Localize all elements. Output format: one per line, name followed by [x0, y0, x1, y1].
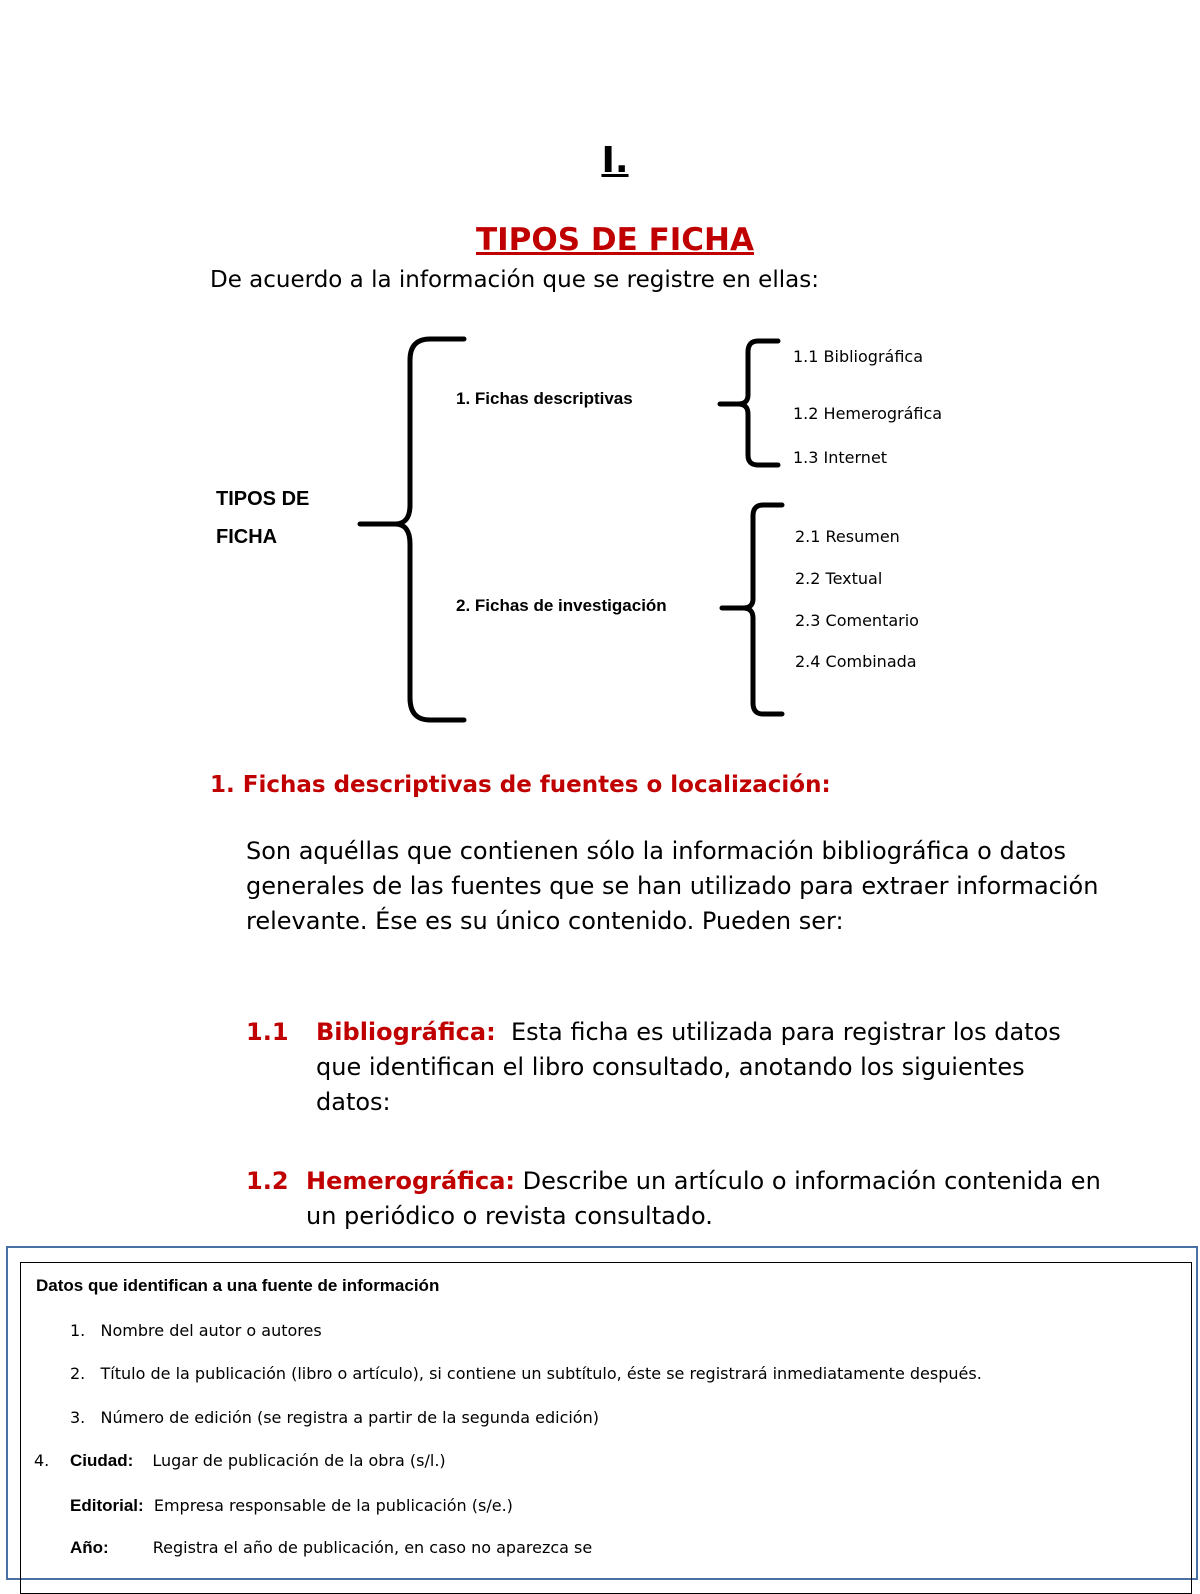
item-number: 1.1	[246, 1018, 289, 1046]
diagram-item: 1.3 Internet	[793, 448, 888, 467]
item-label: Hemerográfica:	[306, 1167, 515, 1195]
diagram-category-investigacion: 2. Fichas de investigación	[456, 596, 667, 615]
diagram-item: 1.2 Hemerográfica	[793, 404, 943, 423]
info-field-editorial: Editorial: Empresa responsable de la publicación (s/e.)	[70, 1496, 513, 1515]
diagram-root: TIPOS DE FICHA	[216, 488, 310, 548]
info-box-title: Datos que identifican a una fuente de información	[36, 1276, 440, 1295]
section-numeral: I.	[601, 140, 629, 181]
intro-text: De acuerdo a la información que se registre en ellas:	[210, 267, 819, 293]
classification-diagram	[0, 0, 1200, 760]
info-row: 1. Nombre del autor o autores	[70, 1321, 322, 1340]
diagram-item: 2.4 Combinada	[795, 652, 917, 671]
info-field-ciudad: 4. Ciudad: Lugar de publicación de la obra (s/l.)	[34, 1451, 446, 1470]
diagram-item: 2.1 Resumen	[795, 527, 900, 546]
item-text: Describe un artículo o información contenida en un periódico o revista consultado.	[306, 1167, 1101, 1230]
section-paragraph: Son aquéllas que contienen sólo la información bibliográfica o datos generales de las fuentes que se han utilizado para extraer información relevante. Ése es su único contenido. Pueden ser:	[246, 837, 1099, 935]
info-field-anio: Año: Registra el año de publicación, en caso no aparezca se	[70, 1538, 593, 1557]
diagram-item: 2.3 Comentario	[795, 611, 919, 630]
diagram-item: 2.2 Textual	[795, 569, 883, 588]
lower-brace	[722, 505, 782, 714]
list-item-bibliografica	[246, 1015, 1106, 1120]
diagram-item: 1.1 Bibliográfica	[793, 347, 924, 366]
item-text: Esta ficha es utilizada para registrar los datos que identifican el libro consultado, anotando los siguientes datos:	[316, 1018, 1061, 1116]
section-heading: 1. Fichas descriptivas de fuentes o localización:	[210, 772, 831, 798]
diagram-category-descriptivas: 1. Fichas descriptivas	[456, 389, 633, 408]
list-item-hemerografica	[246, 1164, 1106, 1234]
upper-brace	[720, 341, 778, 465]
item-label: Bibliográfica:	[316, 1018, 496, 1046]
info-row: 2. Título de la publicación (libro o artículo), si contiene un subtítulo, éste se registrará inmediatamente después.	[70, 1364, 982, 1383]
item-number: 1.2	[246, 1167, 289, 1195]
page-title: TIPOS DE FICHA	[476, 222, 754, 258]
info-row: 3. Número de edición (se registra a partir de la segunda edición)	[70, 1408, 599, 1427]
main-brace	[360, 339, 464, 720]
